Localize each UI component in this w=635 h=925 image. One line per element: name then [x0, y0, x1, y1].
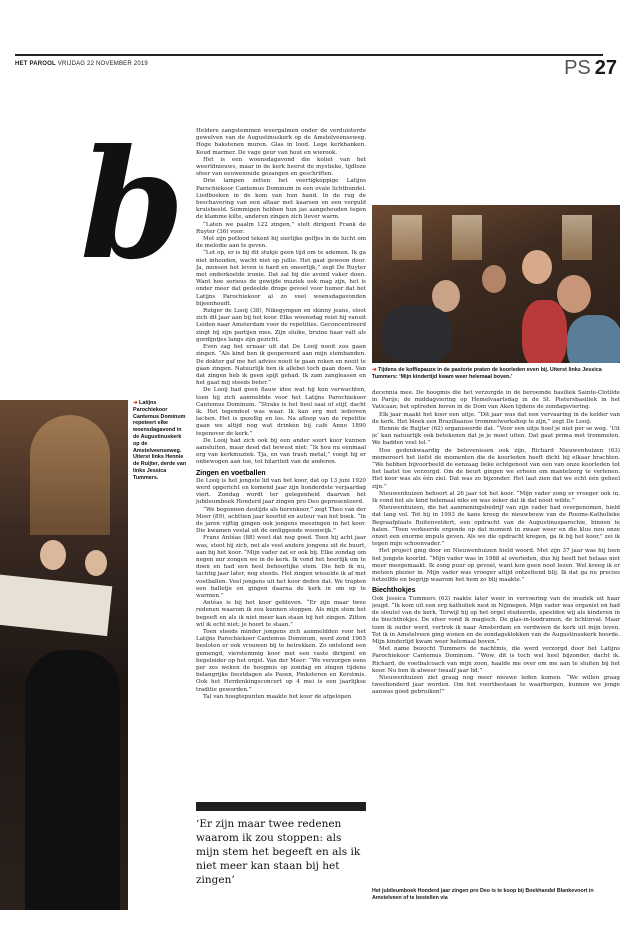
paragraph: Met zijn potlood tekent hij sierlijke golfjes in de lucht om de melodie aan te geven. — [196, 236, 366, 250]
paragraph: “Laten we paalm 122 zingen,” stelt dirigent Frank de Ruyter (36) voor. — [196, 221, 366, 235]
coffee-break-photo — [372, 205, 620, 363]
subheading: Biechthokjes — [372, 587, 416, 595]
article-column-2 — [372, 390, 620, 886]
pull-quote: ‘Er zijn maar twee redenen waarom ik zou stoppen: als mijn stem het begeeft en als ik niet meer kan staan bij het zingen’ — [196, 802, 366, 925]
paragraph: De Looij had geen flauw idee wat hij kon verwachten, toen hij zich aanmeldde voor het Latijns Parochiekoor Cantemus Dominum. “Straks is het heel saai of stijf, dacht ik. Het tegendeel was waar. Ik kan erg met iedereen lachen. Het is gezellig en los. Na afloop van de repetitie gaan we altijd nog wat drinken bij café Anno 1890 tegenover de kerk.” — [196, 387, 366, 437]
book-footnote: Het jubileumboek Honderd jaar zingen pro Deo is te koop bij Boekhandel Blankevoort in Amstelveen of te bestellen via — [372, 888, 594, 901]
paragraph: Het is een woensdagavond die koliet van het weerldnieuws, maar in de kerk heerst de mystieke, tijdloze sfeer van eeuwenoude gezangen en geschriften. — [196, 156, 366, 178]
paragraph: Drie lampen zetten het veertigkoppige Latijns Parochiekoor Cantemus Dominum in een ovale lichtbundel. Liedboeken in de kom van hun hand. In de rug de beschavering van een altaar met kaarsen en een verguld kruisbeeld. Sommigen hebben hun jas aangehouden tegen de klamme kilte, anderen zingen zich liever warm. — [196, 178, 366, 221]
paragraph: decennia mee. De hoogmis die het verzorgde in de beroemde basiliek Sainte-Clotilde in Parijs; de middagviering op Hemelvaartsdag in de St. Pietersbasiliek in het Vaticaan; het optreden boven in de Dom van Aken tijdens de zondagsviering. — [372, 390, 620, 411]
top-rule — [15, 54, 603, 56]
paragraph: Heldere zangstemmen weergalmen onder de verduisterde gewelven van de Augustinuskerk op de Amstelveenseweg. Hoge bakstenen muren. Glas in lood. Lege kerkbanken. Koud marmer. De vage geur van hout en wierook. — [196, 128, 366, 156]
paragraph: “Let op, er is bij dit stukje geen tijd om te ademen. Ik ga niet inhouden, wacht niet op jullie. Het gaat gewoon door. Ja, mensen het leven is hard en oneerlijk,” zegt De Ruyter met onderkoelde ironie. Dat zal hij die avond vaker doen. Want hoe serieus de gewijde muziek ook mag zijn, het is onder meer dat gedeelde droge gevoel voor humor dat het Latijns Parochiekoor al zo veel woensdagavonden bijeenhoudt. — [196, 250, 366, 307]
paragraph: De Looij had zich ook bij een ander soort koor kunnen aansluiten, maar deed dat bewust niet: “Ik hou nu eenmaal erg van kerkmuziek. Tja, en van trash metal,” voegt hij er onbewogen aan toe, tot hilariteit van de anderen. — [196, 437, 366, 466]
church-arch — [30, 415, 110, 535]
caption-arrow-icon: ➔ — [133, 400, 138, 406]
paragraph: Antéas is bij het koor gebleven. “Er zijn maar twee redenen waarom ik zou kunnen stoppen. Als mijn stem het begeeft en als ik niet meer kan staan bij het zingen. Zitten wil ik echt niet; je hoort te staan.” — [196, 600, 366, 628]
masthead — [15, 61, 148, 67]
article-column-1 — [196, 128, 366, 800]
caption-text: Latijns Parochiekoor Cantemus Dominum repeteert elke woensdagavond in de Augustinuskerk op de Amstelveenseweg. Uiterst links Hennie de Ruijter, derde van links Jessica Tummers. — [133, 400, 187, 481]
paragraph: Nieuwenhuizen behoort al 26 jaar tot het koor. “Mijn vader zong er vroeger ook in. Ik vond het als kind helemaal niks en was zeker dat ik dat nóoit wilde.” — [372, 490, 620, 505]
issue-date: VRIJDAG 22 NOVEMBER 2019 — [57, 61, 148, 67]
paragraph: Het project ging door en Nieuwenhuizen hield woord. Met zijn 37 jaar was hij toen het jongste koorlid. “Mijn vader was in 1988 al overleden, dus hij heeft het helaas niet meer meegemaakt. Ik zong puur op gevoel, want kon geen noot lezen. Wel kreeg ik er meteen plezier in. Mijn vader was vroeger altijd ontzettend blij. Ik dat ga nu precies hetzelfde en begrijp waarom het hem zo blij maakte.” — [372, 548, 620, 584]
paragraph: De Looij is het jongste lid van het koor, dat op 13 juni 1920 werd opgericht en komend jaar zijn honderdste verjaardag viert. Zondag wordt ter gelegenheid daarvan het jubileumboek Honderd jaar zingen pro Deo gepresenteerd. — [196, 477, 366, 506]
drop-cap-letter: b — [80, 117, 185, 293]
paragraph: “We begonnen destijds als herenkoor,” zegt Theo van der Meer (89), achttien jaar koorlid en auteur van het boek. “In de jaren vijftig gingen ook jongens meezingen in het koor. Die kwamen veelal uit de omliggende woonwijk.” — [196, 506, 366, 535]
paragraph: Nieuwenhuizen, die het aanmeningsbedrijf van zijn vader had overgenomen, hield dat lang vol. Tot hij in 1993 de kans kreeg de nieuwbouw van de Rooms-Katholieke Begraafplaats Buitenveldert, een opdracht van de Augustinusparochie, binnen te halen. “Toen verkeerde ergende op dat moment in zwaar weer en die klus nou onze onzet een enorme impuls geven. Als we die opdracht kregen, ga ik bij het koor,” zei ik tegen mijn schoonvader.” — [372, 505, 620, 548]
section-label: PS — [564, 57, 591, 79]
sheet-music — [0, 574, 112, 636]
subheading: Zingen en voetballen — [196, 469, 266, 477]
caption-arrow-icon: ➔ — [372, 367, 377, 373]
paragraph: Even zag het ernaar uit dat De Looij nooit zou gaan zingen. “Als kind ben ik geopereerd aan mijn stembanden. De dokter gaf me het advies nooit te gaan roken en nooit te gaan zingen. Natuurlijk ben ik allebei toch gaan doen. Van dat zingen heb ik geen spijt gehad. Ik zam zangleasen en het gaat mij steeds beter.” — [196, 344, 366, 387]
paragraph: Ook Jessica Tummers (62) raakte later weer in vervoering van de muziek uit haar jeugd. “Ik kom uit een erg katholiek nest in Nijmegen. Mijn vader was organist en had de sleutel van de kerk. Terwijl hij op het orgel studeerde, speelden wij als kinderen in de biechthokjes. De sfeer vond ik magisch. De glas-in-loodramen, de lichtinval. Maar toen ik ouder werd, vertrok ik naar Amsterdam en verdween de kerk uit mijn leven. Tot ik in Amstelveen ging wonen en de zondagsklokken van de Augustinuskerk hoorde. Mijn kinderlijd kwam weer helemaal boven.” — [372, 595, 620, 645]
paragraph: Rutger de Looij (38), Nikegympen en skinny jeans, sloot zich dit jaar aan bij het koor. Elke woensdag reist hij vanuit Leiden naar Amsterdam voor de repetities. Geconcentreerd zingt hij zijn partijen mee. Zijn sluike, bruine haar valt als gordijntjes langs zijn gezicht. — [196, 308, 366, 343]
paragraph: Hoe gedenkwaardig de belevenissen ook zijn, Richard Nieuwenhuizen (63) memoreert het liefst de momenten die de koorleden heeft dicht bij elkaar brachten. “We hebben bijvoorbeeld de eenzaag lieke echtgenoot van een van onze koorleden tot het laatst toe verzorgd. Om de beurt gingen we erheen om mantelzorg te verlenen. Het koor was als één ziel. Dat was zo bijzonder. Het laat zien dat we echt één geheel zijn.” — [372, 447, 620, 490]
paragraph: Frans Antéas (88) weet dat nog goed. Toen hij acht jaar was, stoot hij zich, net als veel andere jongens uit de buurt, aan bij het koor. “Mijn vader zat er ook bij. Elke zondag om negen uur zongen we in de kerk. Ik vond het heerlijk om te doen en had een heel behoorlijke stem. Die heb ik nu, tachtig jaar later, nog steeds. Het zingen wisselde ik af met voetballen. Veel jongens uit het koor deden dat. We trapten een balletje en gingen daarna de kerk in om op te warmen.” — [196, 535, 366, 599]
paragraph: Nieuwenhuizen ziet graag nog meer nieuwe leden komen. “We willen graag tweehonderd jaar worden. Om het voortbestaan te waarborgen, kunnen we jonge aanwas goed gebruiken!” — [372, 674, 620, 696]
paragraph: Hennie de Ruijter (62) organiseerde dat. “Voor een uitje hoef je niet per se weg. ‘Uit je’ kan natuurlijk ook betekenen dat je je moet uiten. Dat gaat prima met trommelen. We hadden veel lol.” — [372, 426, 620, 447]
page-number-value: 27 — [594, 57, 617, 79]
paragraph: Elk jaar maakt het koor een uitje. “Dit jaar was dat een vervaaring in de kelder van de kerk. Het bleek een Braziliaanse trommelworkshop te zijn,” zegt De Looij. — [372, 411, 620, 425]
caption-text: Tijdens de koffiepauze in de pastorie praten de koorleden even bij. Uiterst links Jessica Tummers: ‘Mijn kindertijd kwam weer helemaal boven.’ — [372, 367, 602, 380]
page-number — [564, 57, 617, 80]
singer-figure — [25, 650, 120, 910]
paragraph: Met name bezocht Tummers de nachtmis, die werd verzorgd door het Latijns Parochiekoor Cantemus Dominum. “Wow, dit is toch wel heel bijzonder, dacht ik. Richard, de voetbalcoach van mijn zoon, haalde me over om me aan te sluiten bij het koor. Nu ben ik alweer twaalf jaar lid.” — [372, 646, 620, 674]
paragraph: Toen steeds minder jongens zich aanmeldden voor het Latijns Parochiekoor Cantemus Dominum, werd zond 1965 besloten er ook vrouwen bij te betrekken. Zo ontstond een gemengd, vierstemmig koor met een vaste dirigent en begeleider op het orgel. Van der Meer: “We verzorgen eens per zes weken de hoogmis op zondag en zingen tijdens belangrijke feestdagen als Pasen, Pinksteren en Kerstmis. Ook het Herdenkingsconcert op 4 mei is een jaarlijkse traditie geworden.” — [196, 629, 366, 693]
paper-name: HET PAROOL — [15, 61, 56, 67]
paragraph: Tal van hoogtepunten maakte het koor de afgelopen — [203, 693, 352, 700]
photo-caption-left — [133, 400, 188, 482]
choir-photo — [0, 400, 128, 910]
photo-caption-right — [372, 367, 620, 381]
